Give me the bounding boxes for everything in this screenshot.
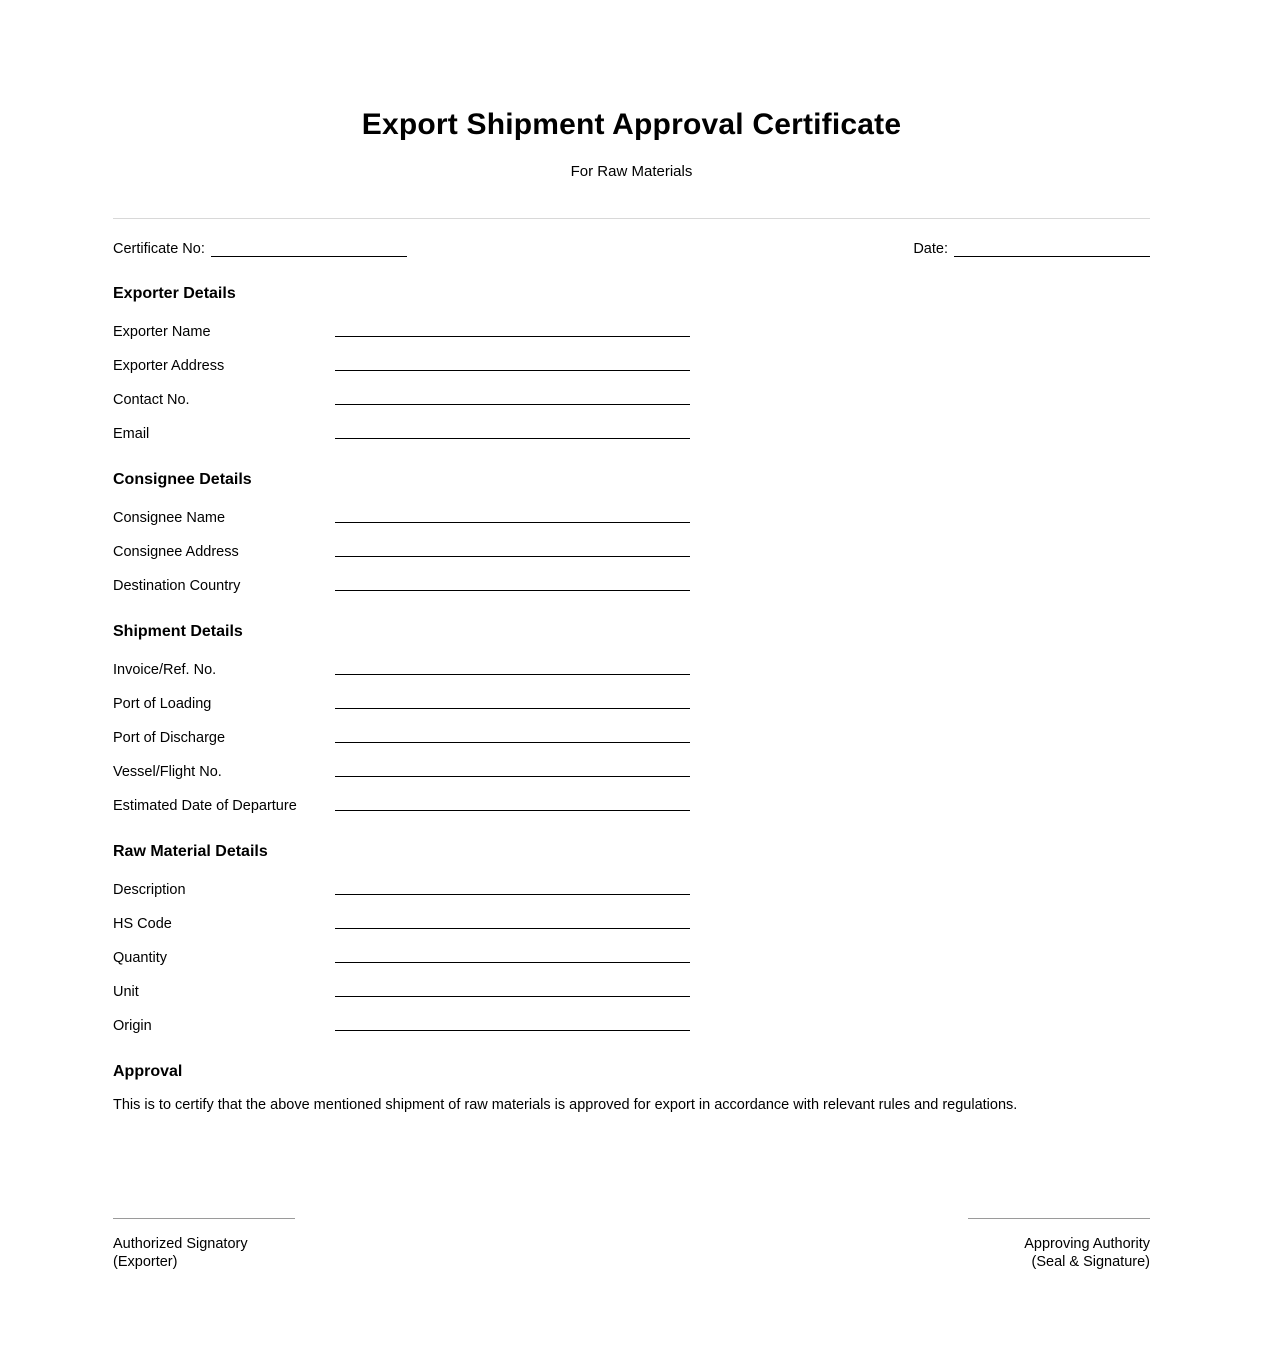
section-exporter-details (113, 257, 1150, 443)
approval-statement: This is to certify that the above mentioned shipment of raw materials is approved for export in accordance with relevant rules and regulations. (113, 1097, 1018, 1113)
approval-heading: Approval (113, 1063, 183, 1080)
section-heading: Shipment Details (113, 623, 243, 640)
field-label: Consignee Address (113, 543, 239, 560)
field-label: Exporter Address (113, 357, 225, 374)
signature-line-authority[interactable] (968, 1218, 1150, 1219)
field-input-line[interactable] (335, 893, 690, 895)
field-exporter-address[interactable] (113, 341, 1150, 375)
certificate-number-input-line[interactable] (211, 242, 407, 257)
field-input-line[interactable] (335, 369, 690, 371)
field-input-line[interactable] (335, 961, 690, 963)
signature-line-exporter[interactable] (113, 1218, 295, 1219)
field-description[interactable] (113, 865, 1150, 899)
signature-area (113, 1218, 1150, 1271)
field-label: Consignee Name (113, 509, 226, 526)
field-input-line[interactable] (335, 707, 690, 709)
date-label: Date: (913, 241, 948, 257)
field-contact-no[interactable] (113, 375, 1150, 409)
field-label: Exporter Name (113, 323, 211, 340)
field-label: Invoice/Ref. No. (113, 661, 217, 678)
field-estimated-date-of-departure[interactable] (113, 781, 1150, 815)
signature-label-secondary: (Seal & Signature) (1031, 1254, 1150, 1271)
field-label: HS Code (113, 915, 172, 932)
field-port-of-loading[interactable] (113, 679, 1150, 713)
section-raw-material-details (113, 815, 1150, 1035)
field-unit[interactable] (113, 967, 1150, 1001)
page-subtitle: For Raw Materials (570, 163, 693, 180)
field-input-line[interactable] (335, 1029, 690, 1031)
field-input-line[interactable] (335, 437, 690, 439)
field-port-of-discharge[interactable] (113, 713, 1150, 747)
signature-label-primary: Authorized Signatory (113, 1236, 248, 1252)
section-approval (113, 1035, 1150, 1115)
field-origin[interactable] (113, 1001, 1150, 1035)
field-input-line[interactable] (335, 927, 690, 929)
field-label: Port of Discharge (113, 729, 226, 746)
field-label: Contact No. (113, 391, 190, 408)
field-input-line[interactable] (335, 809, 690, 811)
field-input-line[interactable] (335, 555, 690, 557)
signature-label-primary: Approving Authority (1024, 1236, 1150, 1252)
date-field[interactable] (913, 241, 1150, 257)
field-vessel-flight-no[interactable] (113, 747, 1150, 781)
field-exporter-name[interactable] (113, 307, 1150, 341)
field-input-line[interactable] (335, 673, 690, 675)
field-input-line[interactable] (335, 741, 690, 743)
field-input-line[interactable] (335, 403, 690, 405)
signature-block-authority (968, 1218, 1150, 1271)
field-label: Vessel/Flight No. (113, 763, 222, 780)
header-divider (113, 218, 1150, 219)
field-email[interactable] (113, 409, 1150, 443)
certificate-number-field[interactable] (113, 241, 407, 257)
certificate-number-label: Certificate No: (113, 241, 205, 257)
section-heading: Exporter Details (113, 285, 236, 302)
certificate-meta-row (113, 241, 1150, 257)
field-input-line[interactable] (335, 335, 690, 337)
field-destination-country[interactable] (113, 561, 1150, 595)
field-quantity[interactable] (113, 933, 1150, 967)
field-label: Email (113, 425, 150, 442)
field-invoice-ref-no[interactable] (113, 645, 1150, 679)
date-input-line[interactable] (954, 242, 1150, 257)
section-consignee-details (113, 443, 1150, 595)
field-input-line[interactable] (335, 521, 690, 523)
signature-block-exporter (113, 1218, 295, 1271)
field-label: Estimated Date of Departure (113, 797, 297, 814)
section-heading: Consignee Details (113, 471, 252, 488)
field-input-line[interactable] (335, 775, 690, 777)
field-input-line[interactable] (335, 995, 690, 997)
page-title: Export Shipment Approval Certificate (361, 108, 902, 141)
field-label: Port of Loading (113, 695, 212, 712)
section-heading: Raw Material Details (113, 843, 268, 860)
field-label: Unit (113, 983, 139, 1000)
field-consignee-name[interactable] (113, 493, 1150, 527)
field-label: Destination Country (113, 577, 241, 594)
field-label: Quantity (113, 949, 167, 966)
field-label: Origin (113, 1017, 152, 1034)
field-input-line[interactable] (335, 589, 690, 591)
field-label: Description (113, 881, 186, 898)
section-shipment-details (113, 595, 1150, 815)
field-hs-code[interactable] (113, 899, 1150, 933)
signature-label-secondary: (Exporter) (113, 1254, 178, 1271)
field-consignee-address[interactable] (113, 527, 1150, 561)
